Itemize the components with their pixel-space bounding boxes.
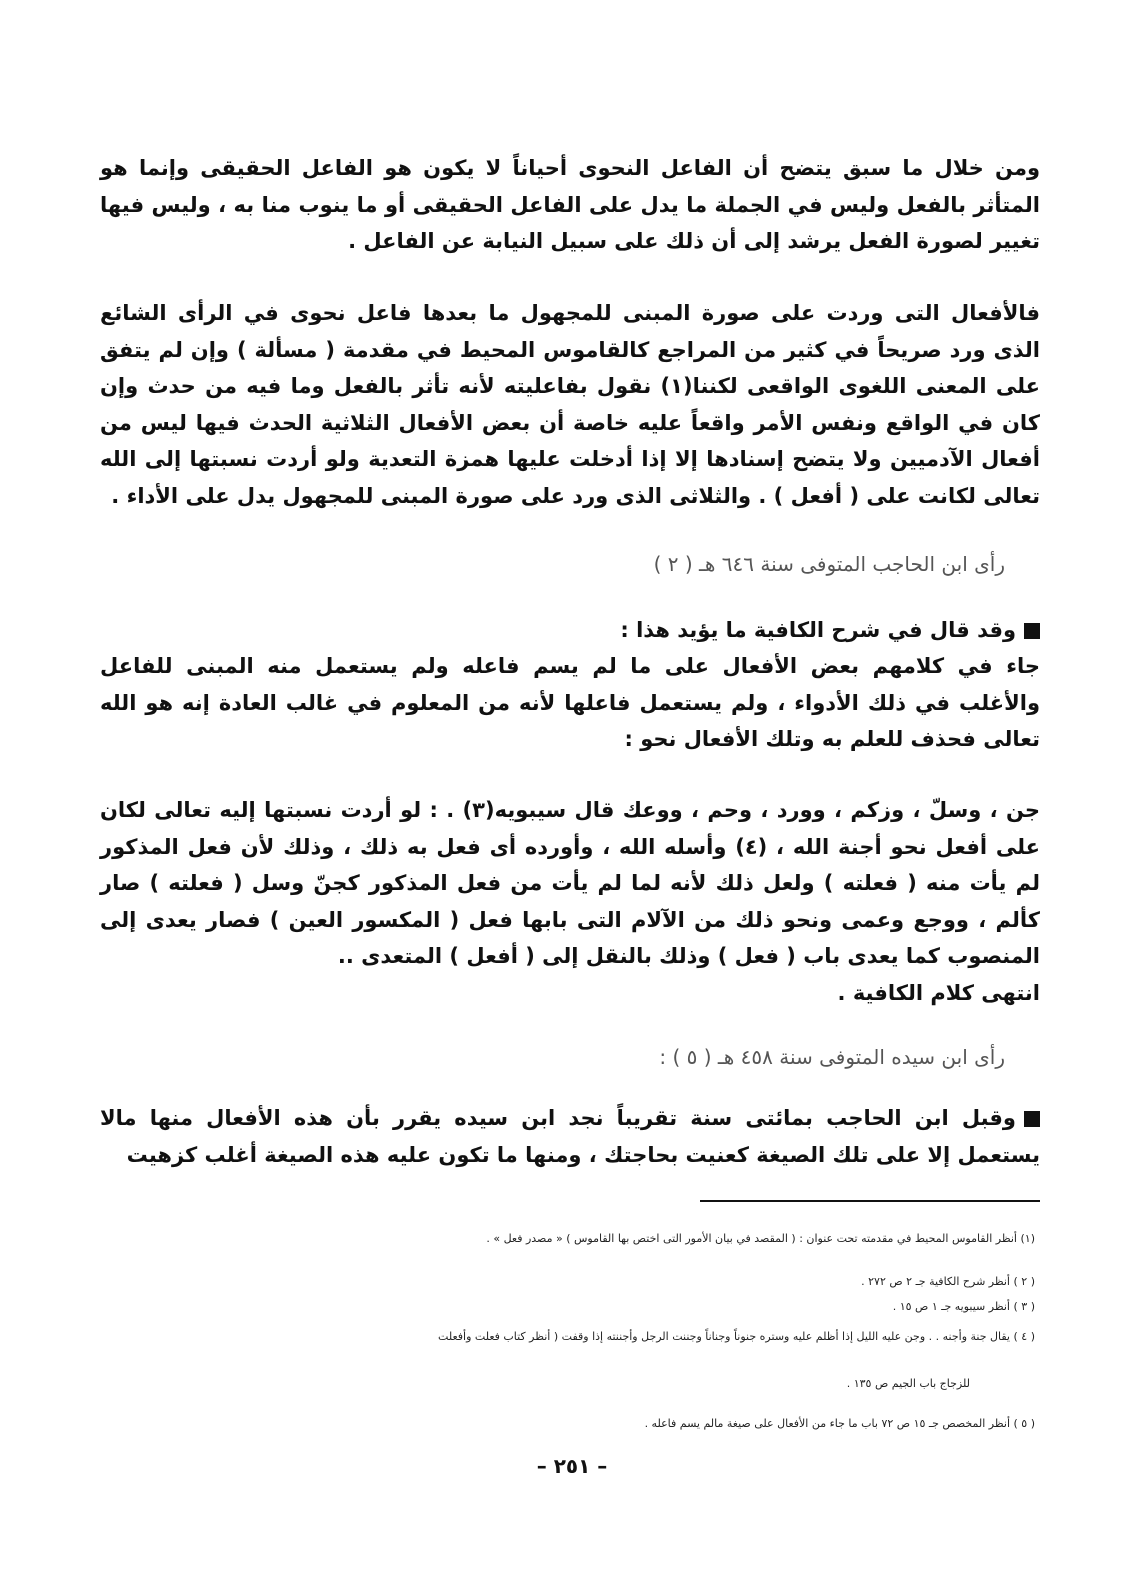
ibn-sidah-text: وقبل ابن الحاجب بمائتى سنة تقريباً نجد ابن سيده يقرر بأن هذه الأفعال منها مالا يستعمل إلا على تلك الصيغة كعنيت بحاجتك ، ومنها ما تكون عليه هذه الصيغة أغلب كزهيت (100, 1106, 1040, 1167)
paragraph-kafiya-intro (100, 612, 1040, 649)
kafiya-intro-text: وقد قال في شرح الكافية ما يؤيد هذا : (620, 618, 1016, 642)
paragraph-kafiya-end: انتهى كلام الكافية . (837, 981, 1040, 1005)
square-bullet-icon (1024, 623, 1040, 639)
paragraph-passive-verbs: فالأفعال التى وردت على صورة المبنى للمجهول ما بعدها فاعل نحوى في الرأى الشائع الذى ورد صريحاً في كثير من المراجع كالقاموس المحيط في مقدمة ( مسألة ) وإن لم يتفق على المعنى اللغوى الواقعى لكننا(١) نقول بفاعليته لأنه تأثر بالفعل وما فيه من حدث وإن كان في الواقع ونفس الأمر واقعاً عليه خاصة أن بعض الأفعال الثلاثية الحدث فيها ليس من أفعال الآدميين ولا يتضح إسنادها إلا إذا أدخلت عليها همزة التعدية ولو أردت نسبتها إلى الله تعالى لكانت على ( أفعل ) . والثلاثى الذى ورد على صورة المبنى للمجهول يدل على الأداء . (100, 301, 1040, 508)
footnote-2: ( ٢ ) أنظر شرح الكافية جـ ٢ ص ٢٧٢ . (861, 1275, 1035, 1288)
footnote-4: ( ٤ ) يقال جنة وأجنه . . وجن عليه الليل إذا أظلم عليه وستره جنوناً وجناناً وجننت الرجل وأجننته إذا وقفت ( أنظر كتاب فعلت وأفعلت (438, 1330, 1035, 1343)
square-bullet-icon (1024, 1111, 1040, 1127)
page-number: – ٢٥١ – (536, 1454, 608, 1478)
footnote-divider (700, 1200, 1040, 1202)
section-heading-ibn-al-hajib: رأى ابن الحاجب المتوفى سنة ٦٤٦ هـ ( ٢ ) (653, 552, 1005, 576)
paragraph-ibn-sidah (100, 1100, 1040, 1173)
paragraph-intro: ومن خلال ما سبق يتضح أن الفاعل النحوى أحياناً لا يكون هو الفاعل الحقيقى وإنما هو المتأثر بالفعل وليس في الجملة ما يدل على الفاعل الحقيقى أو ما ينوب منا به ، وليس فيها تغيير لصورة الفعل يرشد إلى أن ذلك على سبيل النيابة عن الفاعل . (100, 156, 1040, 253)
footnote-5: ( ٥ ) أنظر المخصص جـ ١٥ ص ٧٢ باب ما جاء من الأفعال على صيغة مالم يسم فاعله . (644, 1417, 1035, 1430)
footnote-4-continued: للزجاج باب الجيم ص ١٣٥ . (846, 1377, 970, 1390)
paragraph-sibawayh: جن ، وسلّ ، وزكم ، وورد ، وحم ، ووعك قال سيبويه(٣) . : لو أردت نسبتها إليه تعالى لكان على أفعل نحو أجنة الله ، (٤) وأسله الله ، وأورده أى فعل به ذلك ، وذلك لأن فعل المذكور لم يأت منه ( فعلته ) ولعل ذلك لأنه لما لم يأت من فعل المذكور كجنّ وسل ( فعلته ) صار كألم ، ووجع وعمى ونحو ذلك من الآلام التى بابها فعل ( المكسور العين ) فصار يعدى إلى المنصوب كما يعدى باب ( فعل ) وذلك بالنقل إلى ( أفعل ) المتعدى .. (100, 798, 1040, 968)
footnote-3: ( ٣ ) أنظر سيبويه جـ ١ ص ١٥ . (892, 1300, 1035, 1313)
paragraph-kafiya-quote: جاء في كلامهم بعض الأفعال على ما لم يسم فاعله ولم يستعمل منه المبنى للفاعل والأغلب في ذلك الأدواء ، ولم يستعمل فاعلها لأنه من المعلوم في غالب العادة إنه هو الله تعالى فحذف للعلم به وتلك الأفعال نحو : (100, 654, 1040, 751)
footnote-1: (١) أنظر القاموس المحيط في مقدمته تحت عنوان : ( المقصد في بيان الأمور التى اختص بها القاموس ) « مصدر فعل » . (486, 1232, 1035, 1245)
section-heading-ibn-sidah: رأى ابن سيده المتوفى سنة ٤٥٨ هـ ( ٥ ) : (659, 1045, 1005, 1069)
